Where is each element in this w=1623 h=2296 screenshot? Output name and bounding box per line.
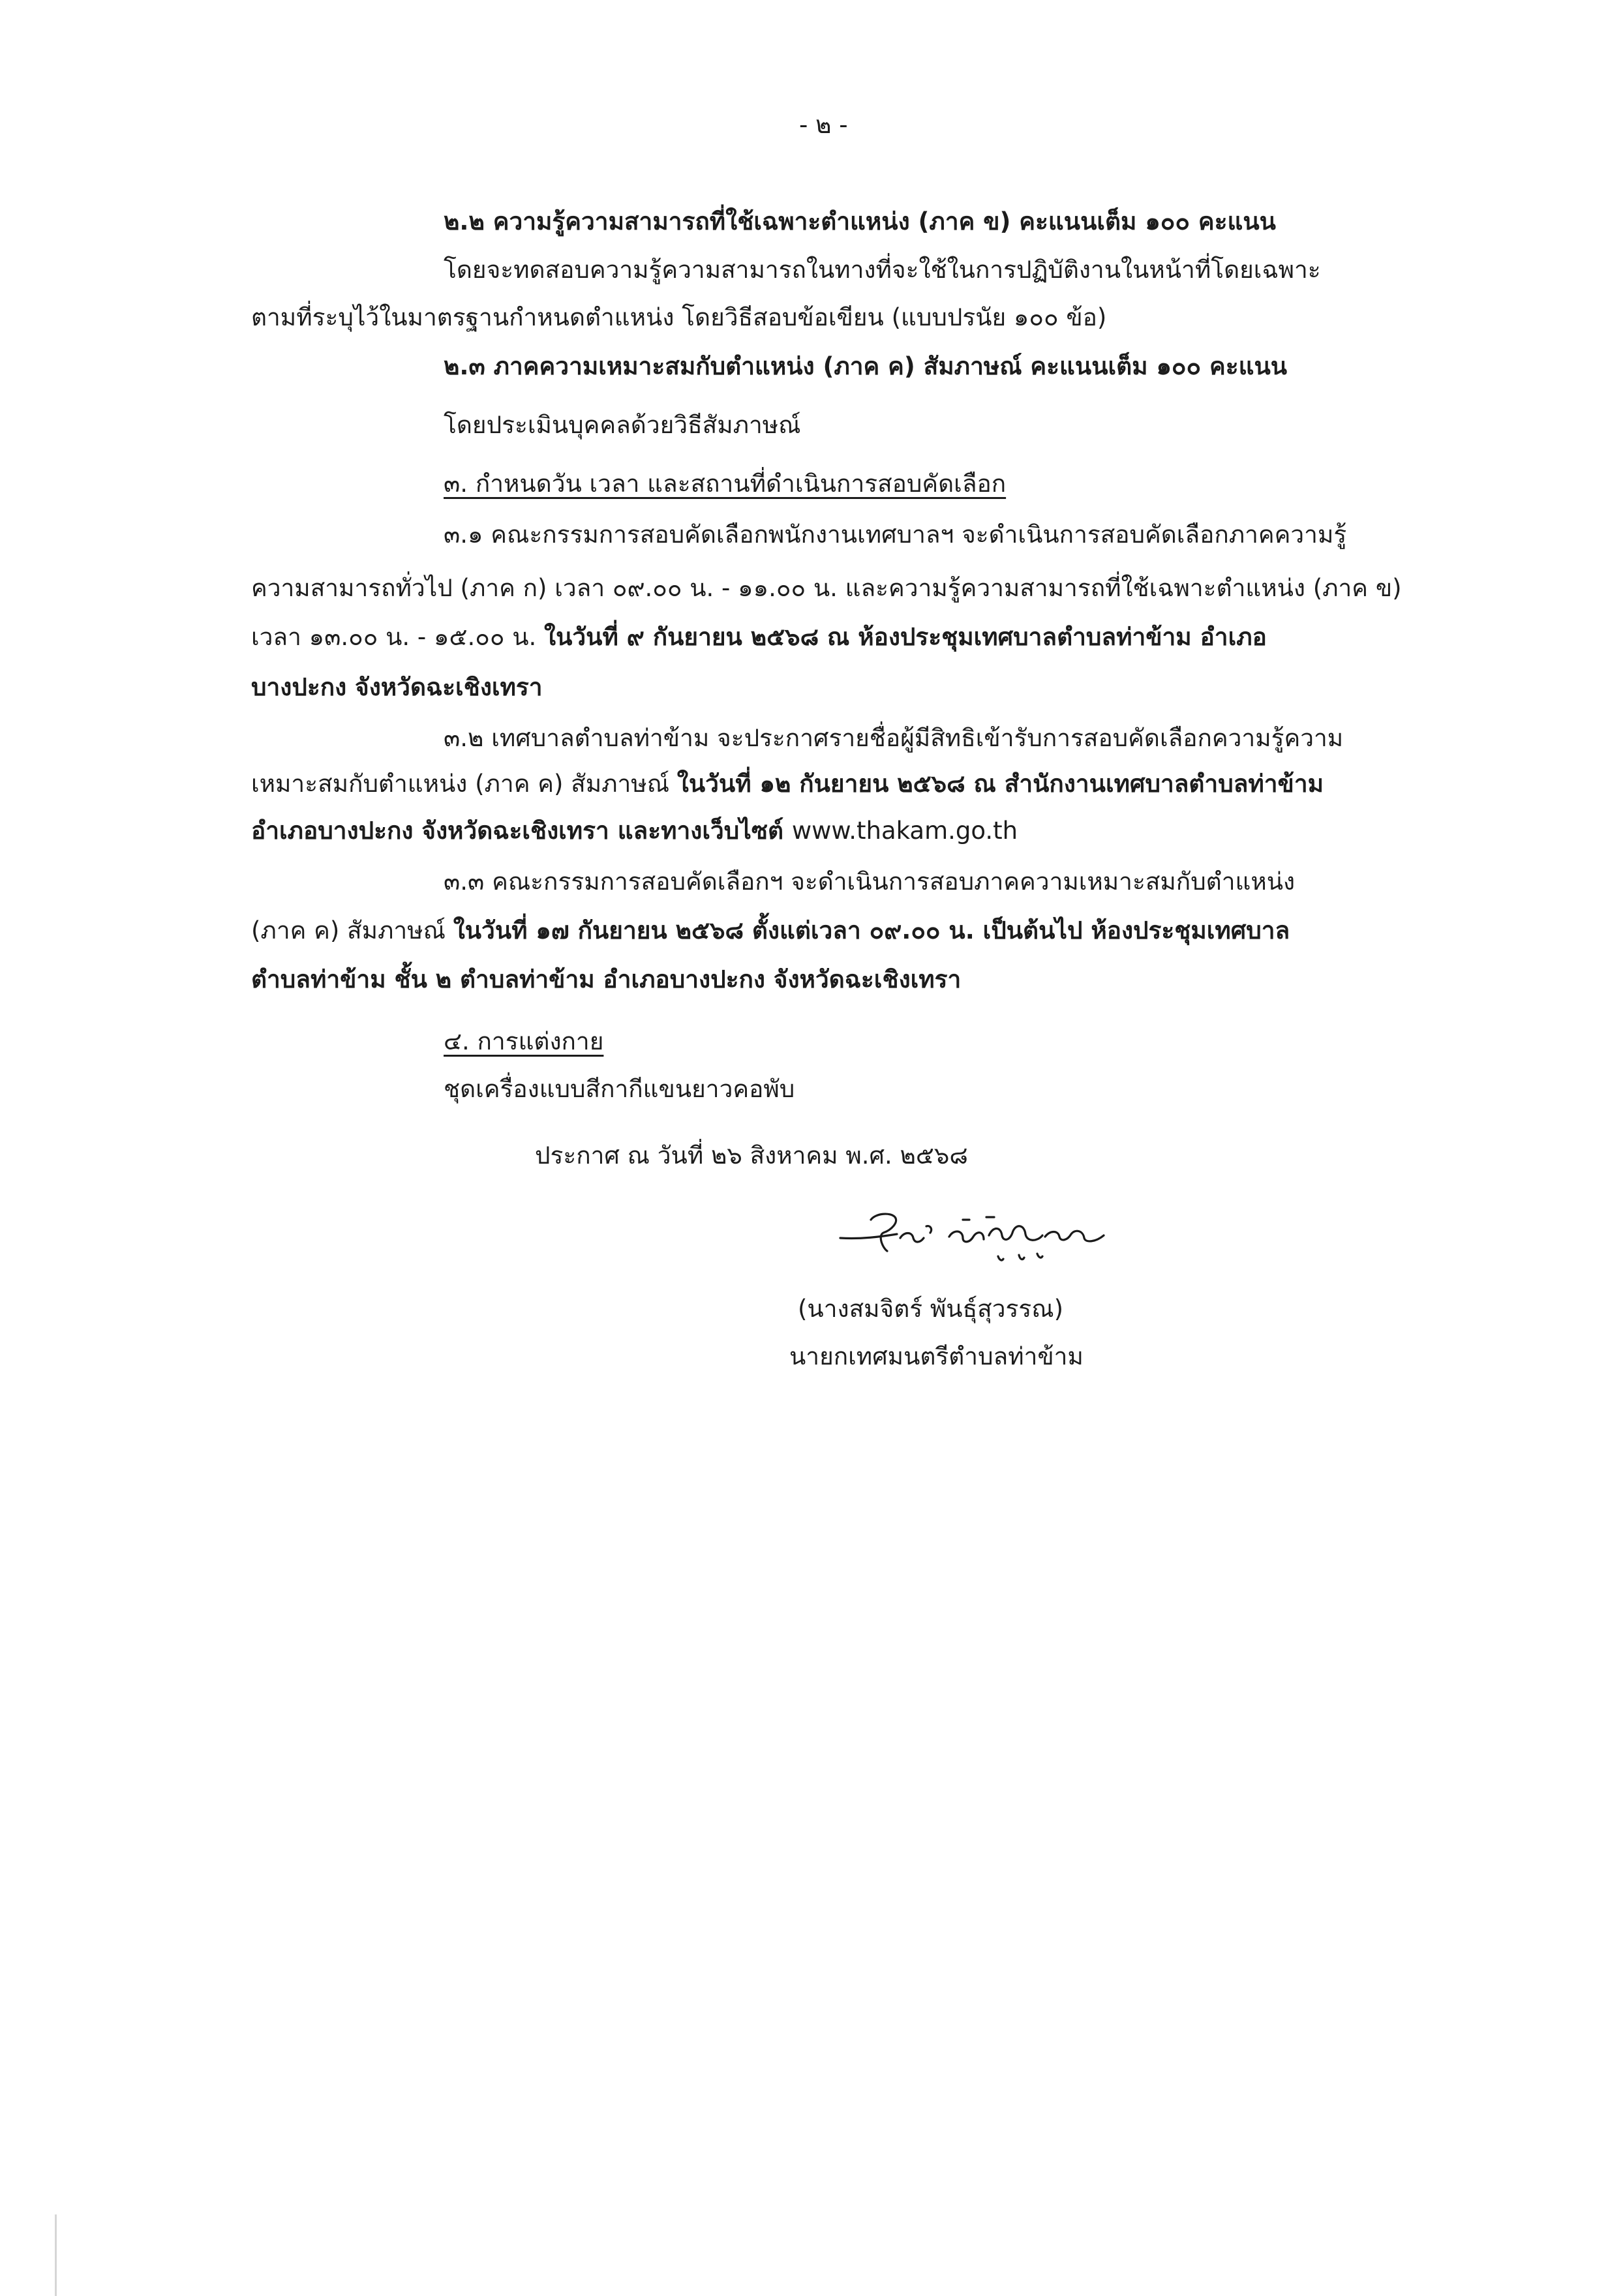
section-3-1-date-venue: ในวันที่ ๙ กันยายน ๒๕๖๘ ณ ห้องประชุมเทศบาลตำบลท่าข้าม อำเภอ: [544, 623, 1267, 651]
section-3-1-line-4: บางปะกง จังหวัดฉะเชิงเทรา: [251, 673, 543, 701]
section-3-3-line-1: ๓.๓ คณะกรรมการสอบคัดเลือกฯ จะดำเนินการสอบภาคความเหมาะสมกับตำแหน่ง: [444, 868, 1296, 896]
section-3-1-line-1: ๓.๑ คณะกรรมการสอบคัดเลือกพนักงานเทศบาลฯ จะดำเนินการสอบคัดเลือกภาคความรู้: [444, 521, 1347, 549]
section-3-3-date-venue: ในวันที่ ๑๗ กันยายน ๒๕๖๘ ตั้งแต่เวลา ๐๙.๐๐ น. เป็นต้นไป ห้องประชุมเทศบาล: [453, 916, 1290, 944]
section-4-line-1: ชุดเครื่องแบบสีกากีแขนยาวคอพับ: [444, 1075, 795, 1103]
signer-name: (นางสมจิตร์ พันธุ์สุวรรณ): [798, 1295, 1064, 1323]
section-2-2-line-2: ตามที่ระบุไว้ในมาตรฐานกำหนดตำแหน่ง โดยวิธีสอบข้อเขียน (แบบปรนัย ๑๐๐ ข้อ): [251, 303, 1107, 331]
page-number: - ๒ -: [799, 111, 848, 139]
section-3-2-line-2: [251, 770, 1324, 798]
section-3-3-line-3: ตำบลท่าข้าม ชั้น ๒ ตำบลท่าข้าม อำเภอบางปะกง จังหวัดฉะเชิงเทรา: [251, 965, 962, 993]
section-3-1-line-3: [251, 623, 1267, 652]
section-3-3-part: (ภาค ค) สัมภาษณ์: [251, 916, 453, 944]
handwritten-signature: [835, 1200, 1122, 1272]
section-3-1-time: เวลา ๑๓.๐๐ น. - ๑๕.๐๐ น.: [251, 623, 545, 651]
section-3-2-location: อำเภอบางปะกง จังหวัดฉะเชิงเทรา และทางเว็บไซต์: [251, 817, 792, 845]
section-3-2-part: เหมาะสมกับตำแหน่ง (ภาค ค) สัมภาษณ์: [251, 770, 677, 798]
website-link[interactable]: www.thakam.go.th: [791, 817, 1018, 845]
section-4-heading: ๔. การแต่งกาย: [444, 1027, 604, 1055]
section-3-1-line-2: ความสามารถทั่วไป (ภาค ก) เวลา ๐๙.๐๐ น. - ๑๑.๐๐ น. และความรู้ความสามารถที่ใช้เฉพาะตำแหน่ง (ภาค ข): [251, 574, 1402, 602]
scan-edge-line: [55, 2214, 57, 2296]
section-3-2-line-3: [251, 817, 1018, 845]
section-2-3-line-1: โดยประเมินบุคคลด้วยวิธีสัมภาษณ์: [444, 411, 801, 439]
signer-title: นายกเทศมนตรีตำบลท่าข้าม: [789, 1342, 1084, 1370]
section-2-2-heading: ๒.๒ ความรู้ความสามารถที่ใช้เฉพาะตำแหน่ง (ภาค ข) คะแนนเต็ม ๑๐๐ คะแนน: [444, 207, 1276, 235]
section-2-3-heading: ๒.๓ ภาคความเหมาะสมกับตำแหน่ง (ภาค ค) สัมภาษณ์ คะแนนเต็ม ๑๐๐ คะแนน: [444, 352, 1288, 380]
section-3-heading: ๓. กำหนดวัน เวลา และสถานที่ดำเนินการสอบคัดเลือก: [444, 470, 1007, 498]
announcement-date: ประกาศ ณ วันที่ ๒๖ สิงหาคม พ.ศ. ๒๕๖๘: [535, 1141, 968, 1170]
section-3-2-date-venue: ในวันที่ ๑๒ กันยายน ๒๕๖๘ ณ สำนักงานเทศบาลตำบลท่าข้าม: [676, 770, 1324, 798]
section-2-2-line-1: โดยจะทดสอบความรู้ความสามารถในทางที่จะใช้ในการปฏิบัติงานในหน้าที่โดยเฉพาะ: [444, 256, 1321, 284]
section-3-3-line-2: [251, 916, 1290, 945]
section-3-2-line-1: ๓.๒ เทศบาลตำบลท่าข้าม จะประกาศรายชื่อผู้มีสิทธิเข้ารับการสอบคัดเลือกความรู้ความ: [444, 724, 1344, 752]
